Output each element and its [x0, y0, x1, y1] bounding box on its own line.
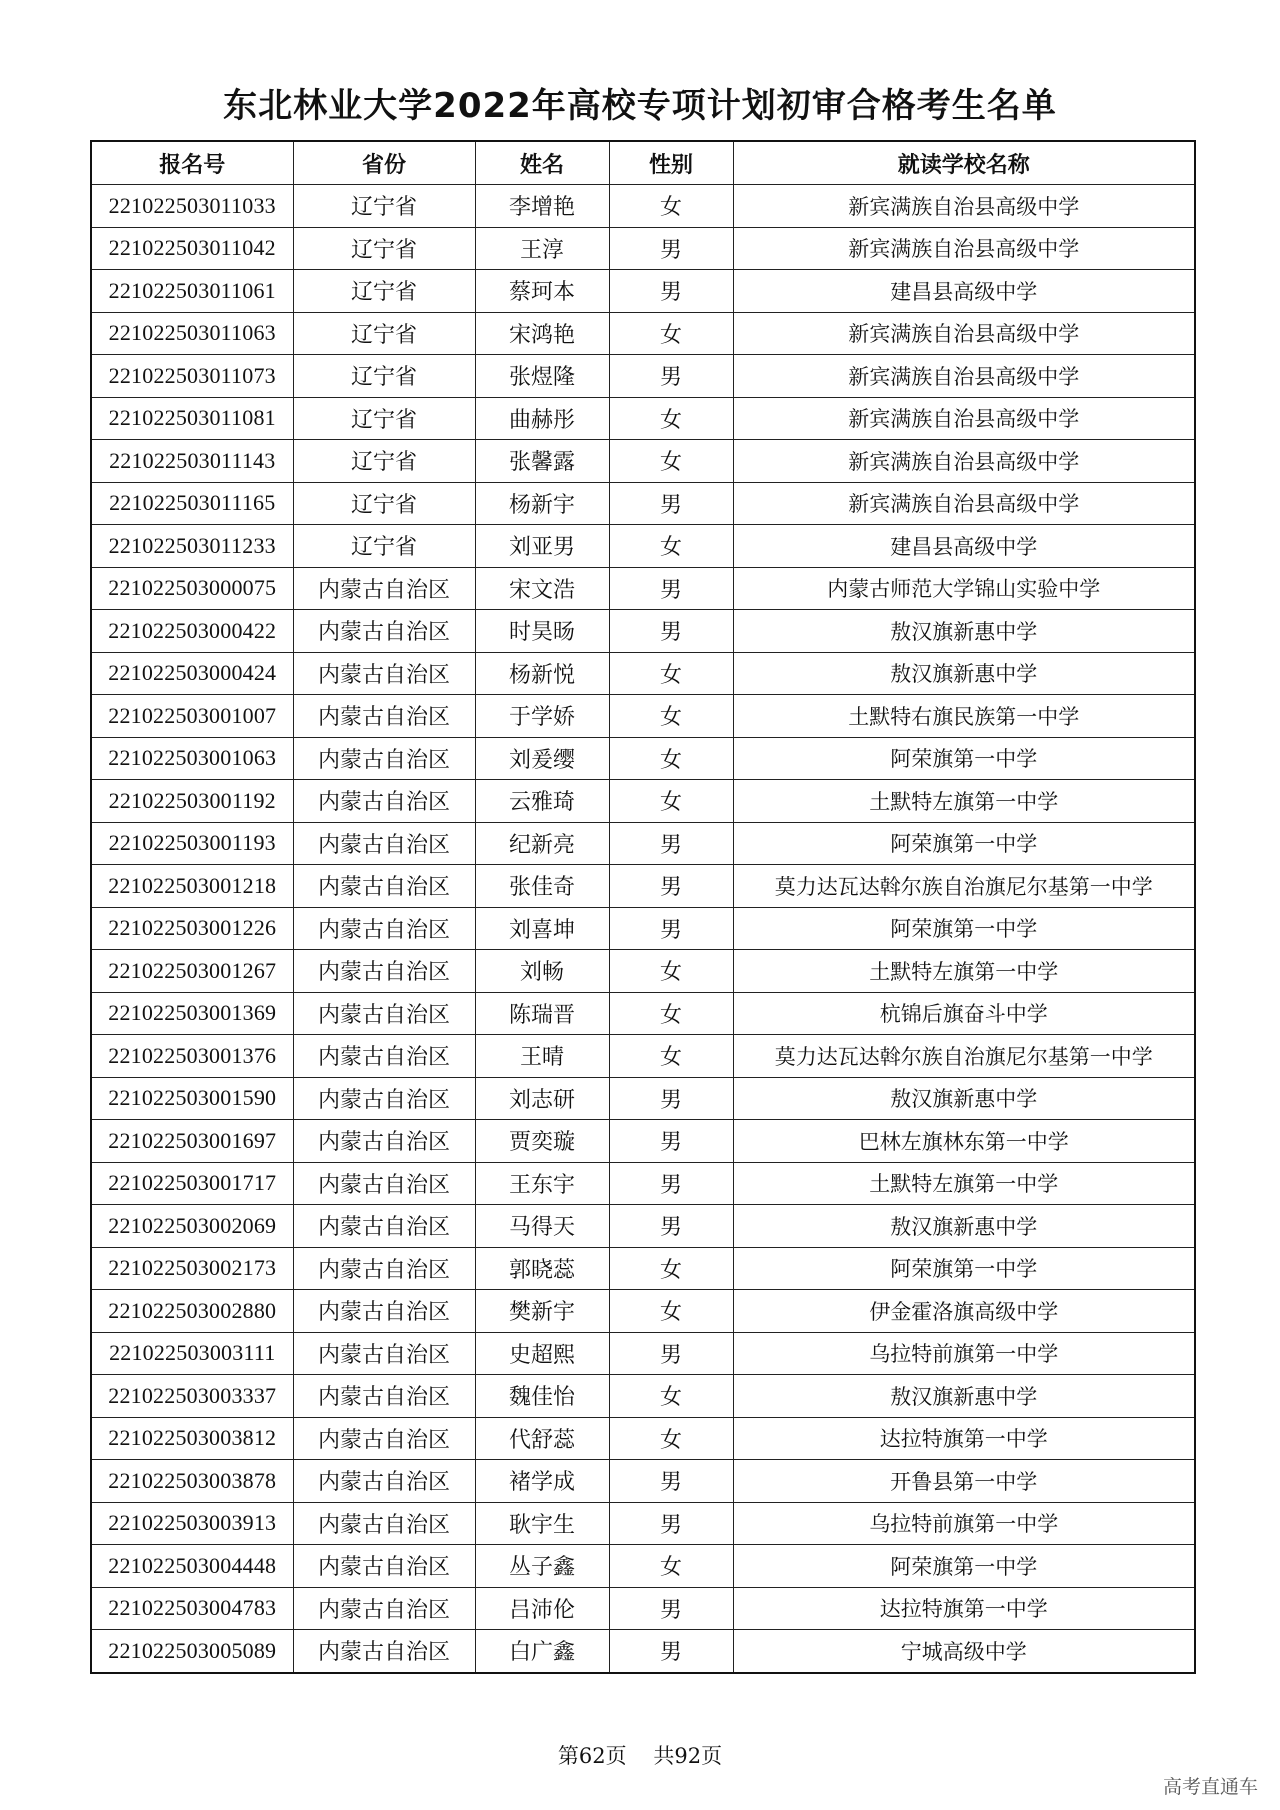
cell-province: 内蒙古自治区 [293, 1162, 475, 1205]
cell-school: 敖汉旗新惠中学 [733, 652, 1195, 695]
page-footer [0, 1740, 1280, 1770]
cell-name: 刘畅 [475, 950, 609, 993]
table-row [91, 695, 1195, 738]
cell-registration-number: 221022503011081 [91, 397, 293, 440]
cell-gender: 女 [609, 1417, 733, 1460]
cell-registration-number: 221022503001267 [91, 950, 293, 993]
table-row [91, 652, 1195, 695]
table-header-row [91, 141, 1195, 185]
cell-name: 马得天 [475, 1205, 609, 1248]
cell-school: 土默特左旗第一中学 [733, 780, 1195, 823]
cell-name: 张馨露 [475, 440, 609, 483]
cell-name: 樊新宇 [475, 1290, 609, 1333]
table-row [91, 1587, 1195, 1630]
cell-registration-number: 221022503001376 [91, 1035, 293, 1078]
cell-school: 新宾满族自治县高级中学 [733, 227, 1195, 270]
cell-province: 内蒙古自治区 [293, 907, 475, 950]
page-number: 第62页 [557, 1744, 627, 1768]
cell-gender: 女 [609, 1247, 733, 1290]
cell-registration-number: 221022503001218 [91, 865, 293, 908]
cell-gender: 女 [609, 737, 733, 780]
cell-gender: 女 [609, 312, 733, 355]
table-row [91, 737, 1195, 780]
cell-school: 莫力达瓦达斡尔族自治旗尼尔基第一中学 [733, 1035, 1195, 1078]
cell-province: 辽宁省 [293, 312, 475, 355]
cell-registration-number: 221022503002069 [91, 1205, 293, 1248]
cell-gender: 男 [609, 1630, 733, 1673]
cell-gender: 男 [609, 1332, 733, 1375]
cell-gender: 女 [609, 185, 733, 228]
cell-name: 史超熙 [475, 1332, 609, 1375]
cell-gender: 女 [609, 440, 733, 483]
cell-school: 新宾满族自治县高级中学 [733, 440, 1195, 483]
cell-registration-number: 221022503001369 [91, 992, 293, 1035]
table-row [91, 567, 1195, 610]
cell-registration-number: 221022503011233 [91, 525, 293, 568]
cell-name: 褚学成 [475, 1460, 609, 1503]
table-row [91, 1460, 1195, 1503]
cell-name: 刘亚男 [475, 525, 609, 568]
table-row [91, 1290, 1195, 1333]
cell-province: 内蒙古自治区 [293, 1417, 475, 1460]
cell-registration-number: 221022503001226 [91, 907, 293, 950]
cell-registration-number: 221022503000075 [91, 567, 293, 610]
cell-gender: 男 [609, 822, 733, 865]
cell-province: 内蒙古自治区 [293, 1545, 475, 1588]
cell-registration-number: 221022503003878 [91, 1460, 293, 1503]
cell-province: 内蒙古自治区 [293, 695, 475, 738]
cell-province: 内蒙古自治区 [293, 780, 475, 823]
cell-registration-number: 221022503011061 [91, 270, 293, 313]
cell-province: 内蒙古自治区 [293, 1035, 475, 1078]
cell-school: 阿荣旗第一中学 [733, 822, 1195, 865]
cell-gender: 男 [609, 1587, 733, 1630]
cell-gender: 女 [609, 397, 733, 440]
cell-name: 宋文浩 [475, 567, 609, 610]
cell-province: 内蒙古自治区 [293, 1375, 475, 1418]
cell-school: 阿荣旗第一中学 [733, 737, 1195, 780]
cell-school: 土默特左旗第一中学 [733, 1162, 1195, 1205]
cell-province: 辽宁省 [293, 440, 475, 483]
cell-gender: 男 [609, 482, 733, 525]
table-row [91, 822, 1195, 865]
cell-name: 蔡珂本 [475, 270, 609, 313]
cell-gender: 男 [609, 1120, 733, 1163]
cell-school: 土默特左旗第一中学 [733, 950, 1195, 993]
cell-registration-number: 221022503002173 [91, 1247, 293, 1290]
cell-gender: 男 [609, 567, 733, 610]
cell-name: 王晴 [475, 1035, 609, 1078]
cell-school: 阿荣旗第一中学 [733, 1545, 1195, 1588]
cell-name: 于学娇 [475, 695, 609, 738]
cell-registration-number: 221022503005089 [91, 1630, 293, 1673]
cell-school: 杭锦后旗奋斗中学 [733, 992, 1195, 1035]
cell-registration-number: 221022503011165 [91, 482, 293, 525]
cell-gender: 男 [609, 610, 733, 653]
cell-registration-number: 221022503011033 [91, 185, 293, 228]
header-gender: 性别 [609, 141, 733, 185]
table-row [91, 1545, 1195, 1588]
cell-name: 王东宇 [475, 1162, 609, 1205]
cell-registration-number: 221022503001697 [91, 1120, 293, 1163]
cell-name: 白广鑫 [475, 1630, 609, 1673]
candidate-table [90, 140, 1196, 1674]
table-row [91, 1247, 1195, 1290]
cell-name: 云雅琦 [475, 780, 609, 823]
cell-province: 辽宁省 [293, 355, 475, 398]
cell-province: 辽宁省 [293, 270, 475, 313]
cell-registration-number: 221022503004783 [91, 1587, 293, 1630]
header-province: 省份 [293, 141, 475, 185]
cell-gender: 男 [609, 865, 733, 908]
cell-gender: 男 [609, 1205, 733, 1248]
table-row [91, 1417, 1195, 1460]
cell-name: 宋鸿艳 [475, 312, 609, 355]
cell-province: 内蒙古自治区 [293, 1205, 475, 1248]
page-title: 东北林业大学2022年高校专项计划初审合格考生名单 [223, 86, 1057, 126]
header-name: 姓名 [475, 141, 609, 185]
cell-gender: 女 [609, 1375, 733, 1418]
cell-school: 敖汉旗新惠中学 [733, 1375, 1195, 1418]
table-row [91, 865, 1195, 908]
cell-province: 辽宁省 [293, 525, 475, 568]
cell-province: 内蒙古自治区 [293, 1502, 475, 1545]
header-school: 就读学校名称 [733, 141, 1195, 185]
cell-school: 敖汉旗新惠中学 [733, 610, 1195, 653]
cell-gender: 男 [609, 907, 733, 950]
cell-school: 新宾满族自治县高级中学 [733, 355, 1195, 398]
cell-province: 辽宁省 [293, 397, 475, 440]
cell-gender: 女 [609, 525, 733, 568]
table-row [91, 1162, 1195, 1205]
cell-gender: 男 [609, 1077, 733, 1120]
cell-name: 耿宇生 [475, 1502, 609, 1545]
cell-name: 纪新亮 [475, 822, 609, 865]
cell-registration-number: 221022503001192 [91, 780, 293, 823]
table-row [91, 1375, 1195, 1418]
cell-school: 巴林左旗林东第一中学 [733, 1120, 1195, 1163]
cell-school: 达拉特旗第一中学 [733, 1417, 1195, 1460]
cell-name: 吕沛伦 [475, 1587, 609, 1630]
cell-registration-number: 221022503003111 [91, 1332, 293, 1375]
cell-province: 内蒙古自治区 [293, 1120, 475, 1163]
cell-school: 阿荣旗第一中学 [733, 1247, 1195, 1290]
table-row [91, 1332, 1195, 1375]
cell-gender: 女 [609, 695, 733, 738]
table-row [91, 992, 1195, 1035]
cell-registration-number: 221022503000424 [91, 652, 293, 695]
cell-name: 郭晓蕊 [475, 1247, 609, 1290]
cell-province: 内蒙古自治区 [293, 950, 475, 993]
cell-gender: 男 [609, 355, 733, 398]
cell-registration-number: 221022503003812 [91, 1417, 293, 1460]
cell-gender: 男 [609, 1502, 733, 1545]
cell-school: 敖汉旗新惠中学 [733, 1205, 1195, 1248]
table-row [91, 440, 1195, 483]
table-row [91, 227, 1195, 270]
cell-name: 时昊旸 [475, 610, 609, 653]
cell-school: 达拉特旗第一中学 [733, 1587, 1195, 1630]
cell-name: 代舒蕊 [475, 1417, 609, 1460]
cell-school: 新宾满族自治县高级中学 [733, 397, 1195, 440]
cell-province: 内蒙古自治区 [293, 1630, 475, 1673]
cell-province: 内蒙古自治区 [293, 1460, 475, 1503]
table-row [91, 270, 1195, 313]
cell-registration-number: 221022503001007 [91, 695, 293, 738]
table-row [91, 1077, 1195, 1120]
cell-registration-number: 221022503001590 [91, 1077, 293, 1120]
cell-province: 内蒙古自治区 [293, 1247, 475, 1290]
cell-registration-number: 221022503000422 [91, 610, 293, 653]
cell-name: 刘爰缨 [475, 737, 609, 780]
table-row [91, 397, 1195, 440]
table-row [91, 355, 1195, 398]
cell-school: 建昌县高级中学 [733, 525, 1195, 568]
cell-registration-number: 221022503011073 [91, 355, 293, 398]
cell-gender: 男 [609, 270, 733, 313]
cell-registration-number: 221022503011042 [91, 227, 293, 270]
cell-registration-number: 221022503001193 [91, 822, 293, 865]
cell-school: 阿荣旗第一中学 [733, 907, 1195, 950]
cell-school: 内蒙古师范大学锦山实验中学 [733, 567, 1195, 610]
header-registration-number: 报名号 [91, 141, 293, 185]
cell-school: 乌拉特前旗第一中学 [733, 1502, 1195, 1545]
cell-registration-number: 221022503003337 [91, 1375, 293, 1418]
cell-province: 内蒙古自治区 [293, 1587, 475, 1630]
cell-province: 内蒙古自治区 [293, 652, 475, 695]
table-row [91, 1502, 1195, 1545]
cell-registration-number: 221022503001063 [91, 737, 293, 780]
cell-name: 曲赫彤 [475, 397, 609, 440]
table-row [91, 312, 1195, 355]
cell-name: 王淳 [475, 227, 609, 270]
cell-province: 辽宁省 [293, 227, 475, 270]
cell-gender: 男 [609, 1162, 733, 1205]
cell-name: 李增艳 [475, 185, 609, 228]
cell-province: 内蒙古自治区 [293, 1332, 475, 1375]
cell-school: 新宾满族自治县高级中学 [733, 482, 1195, 525]
cell-registration-number: 221022503011063 [91, 312, 293, 355]
table-row [91, 950, 1195, 993]
cell-province: 内蒙古自治区 [293, 1077, 475, 1120]
cell-province: 内蒙古自治区 [293, 992, 475, 1035]
table-row [91, 185, 1195, 228]
cell-registration-number: 221022503011143 [91, 440, 293, 483]
watermark-text: 高考直通车 [1162, 1776, 1258, 1798]
cell-name: 陈瑞晋 [475, 992, 609, 1035]
cell-registration-number: 221022503002880 [91, 1290, 293, 1333]
cell-name: 张煜隆 [475, 355, 609, 398]
cell-registration-number: 221022503004448 [91, 1545, 293, 1588]
table-row [91, 482, 1195, 525]
table-row [91, 780, 1195, 823]
cell-name: 刘喜坤 [475, 907, 609, 950]
cell-province: 内蒙古自治区 [293, 737, 475, 780]
cell-province: 内蒙古自治区 [293, 1290, 475, 1333]
cell-gender: 女 [609, 1035, 733, 1078]
table-row [91, 907, 1195, 950]
cell-province: 内蒙古自治区 [293, 610, 475, 653]
cell-school: 乌拉特前旗第一中学 [733, 1332, 1195, 1375]
cell-gender: 男 [609, 227, 733, 270]
cell-province: 内蒙古自治区 [293, 865, 475, 908]
table-row [91, 1035, 1195, 1078]
cell-gender: 女 [609, 950, 733, 993]
cell-school: 土默特右旗民族第一中学 [733, 695, 1195, 738]
cell-province: 辽宁省 [293, 482, 475, 525]
cell-name: 刘志研 [475, 1077, 609, 1120]
table-row [91, 1120, 1195, 1163]
cell-school: 新宾满族自治县高级中学 [733, 185, 1195, 228]
page-total: 共92页 [653, 1744, 723, 1768]
cell-province: 辽宁省 [293, 185, 475, 228]
table-row [91, 1205, 1195, 1248]
cell-name: 贾奕璇 [475, 1120, 609, 1163]
table-row [91, 610, 1195, 653]
cell-name: 张佳奇 [475, 865, 609, 908]
table-body [91, 185, 1195, 1673]
cell-school: 伊金霍洛旗高级中学 [733, 1290, 1195, 1333]
cell-province: 内蒙古自治区 [293, 567, 475, 610]
cell-gender: 女 [609, 1290, 733, 1333]
cell-school: 莫力达瓦达斡尔族自治旗尼尔基第一中学 [733, 865, 1195, 908]
cell-school: 新宾满族自治县高级中学 [733, 312, 1195, 355]
cell-registration-number: 221022503003913 [91, 1502, 293, 1545]
cell-province: 内蒙古自治区 [293, 822, 475, 865]
cell-name: 魏佳怡 [475, 1375, 609, 1418]
cell-gender: 女 [609, 1545, 733, 1588]
cell-gender: 男 [609, 1460, 733, 1503]
cell-school: 建昌县高级中学 [733, 270, 1195, 313]
cell-school: 宁城高级中学 [733, 1630, 1195, 1673]
cell-gender: 女 [609, 992, 733, 1035]
cell-gender: 女 [609, 780, 733, 823]
cell-name: 丛子鑫 [475, 1545, 609, 1588]
cell-name: 杨新悦 [475, 652, 609, 695]
cell-name: 杨新宇 [475, 482, 609, 525]
cell-registration-number: 221022503001717 [91, 1162, 293, 1205]
cell-school: 敖汉旗新惠中学 [733, 1077, 1195, 1120]
table-row [91, 525, 1195, 568]
cell-gender: 女 [609, 652, 733, 695]
table-row [91, 1630, 1195, 1673]
cell-school: 开鲁县第一中学 [733, 1460, 1195, 1503]
